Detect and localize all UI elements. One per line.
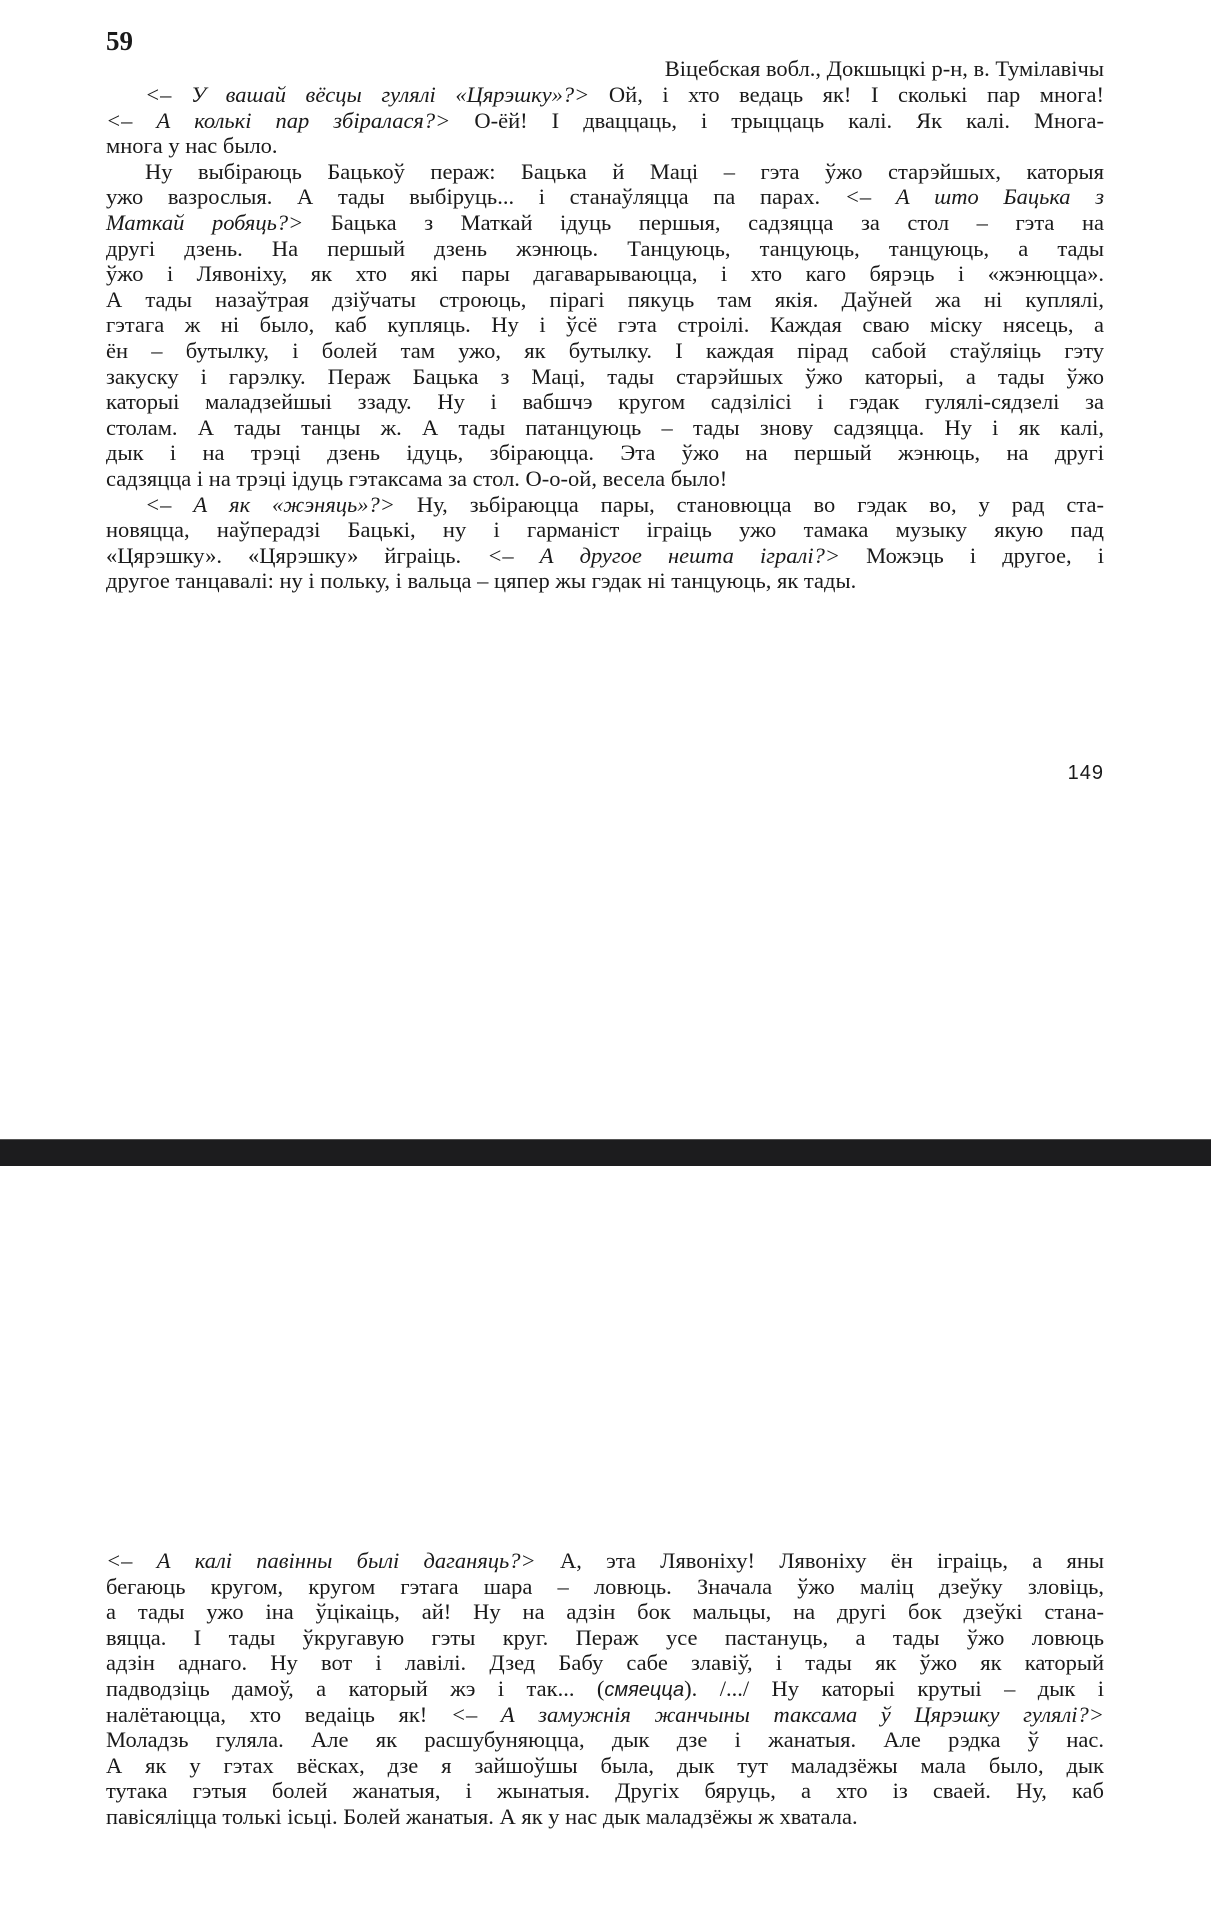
narrative-text: ўжо і Лявоніху, як хто які пары дагаварываюцца, і хто каго бярэць і «жэнюцца». — [106, 261, 1104, 287]
narrative-text: каторыі маладзейшыі ззаду. Ну і вабшчэ кругом садзілісі і гэдак гулялі-сядзелі за — [106, 389, 1104, 415]
text-line — [106, 1574, 1104, 1600]
text-line — [106, 1650, 1104, 1676]
narrative-text: садзяцца і на трэці ідуць гэтаксама за стол. О-о-ой, весела было! — [106, 465, 728, 491]
text-line — [106, 1676, 1104, 1702]
text-line — [106, 1753, 1104, 1779]
narrative-text: налётаюцца, хто ведаіць як! — [106, 1701, 451, 1727]
narrative-text: ). /.../ Ну каторыі крутыі – дык і — [684, 1675, 1105, 1701]
narrative-text: Ну выбіраюць Бацькоў пераж: Бацька й Маці – гэта ўжо старэйшых, каторыя — [145, 158, 1104, 184]
narrative-text: а тады ужо іна ўцікаіць, ай! Ну на адзін бок мальцы, на другі бок дзеўкі стана- — [106, 1599, 1104, 1625]
text-line — [106, 389, 1104, 415]
text-line — [106, 492, 1104, 518]
text-line — [106, 261, 1104, 287]
text-line — [106, 184, 1104, 210]
narrative-text: Бацька з Маткай ідуць першыя, садзяцца за стол – гэта на — [303, 209, 1105, 235]
page-divider — [0, 1139, 1211, 1166]
text-line — [106, 466, 1104, 492]
text-line — [106, 236, 1104, 262]
narrative-text: другі дзень. На першый дзень жэнюць. Танцуюць, танцуюць, танцуюць, а тады — [106, 235, 1104, 261]
text-line — [106, 1625, 1104, 1651]
story-number: 59 — [106, 26, 133, 56]
text-line — [106, 543, 1104, 569]
narrative-text: «Цярэшку». «Цярэшку» йграіць. — [106, 542, 488, 568]
narrative-text: ужо вазрослыя. А тады выбіруць... і станаўляцца па парах. — [106, 184, 845, 210]
interviewer-question: <– А колькі пар збіралася?> — [106, 107, 451, 133]
narrative-text: О-ёй! І дваццаць, і трыццаць калі. Як калі. Многа- — [450, 107, 1105, 133]
text-line — [106, 364, 1104, 390]
bottom-page-text — [106, 1548, 1104, 1830]
narrative-text: А тады назаўтрая дзіўчаты строюць, пірагі пякуць там якія. Даўней жа ні куплялі, — [106, 286, 1104, 312]
text-line — [106, 1599, 1104, 1625]
text-line — [106, 415, 1104, 441]
narrative-text: А, эта Лявоніху! Лявоніху ён іграіць, а яны — [535, 1548, 1104, 1573]
text-line — [106, 108, 1104, 134]
location-heading: Віцебская вобл., Докшыцкі р-н, в. Тумілавічы — [664, 56, 1104, 81]
narrative-text: многа у нас было. — [106, 133, 278, 159]
text-line — [106, 312, 1104, 338]
top-page-text — [106, 82, 1104, 594]
text-line — [106, 159, 1104, 185]
interviewer-question: Маткай робяць?> — [106, 209, 304, 235]
narrative-text: Ой, і хто ведаць як! І сколькі пар многа! — [589, 82, 1104, 107]
text-line — [106, 133, 1104, 159]
text-line — [106, 82, 1104, 108]
narrative-text: тутака гэтыя болей жанатыя, і жынатыя. Другіх бяруць, а хто із сваей. Ну, каб — [106, 1778, 1104, 1804]
narrative-text: павісяліцца толькі ісьці. Болей жанатыя. А як у нас дык маладзёжы ж хватала. — [106, 1803, 858, 1829]
page-number: 149 — [1067, 762, 1104, 784]
interviewer-question: <– А як «жэняць»?> — [145, 491, 395, 517]
narrative-text: новяцца, наўперадзі Бацькі, ну і гарманіст іграіць ужо тамака музыку якую пад — [106, 517, 1104, 543]
interviewer-question: <– У вашай вёсцы гулялі «Цярэшку»?> — [145, 82, 590, 107]
text-line — [106, 440, 1104, 466]
narrative-text: А як у гэтах вёсках, дзе я зайшоўшы была, дык тут маладзёжы мала было, дык — [106, 1752, 1104, 1778]
narrative-text: Можэць і другое, і — [840, 542, 1104, 568]
text-line — [106, 287, 1104, 313]
interviewer-question: <– А што Бацька з — [844, 184, 1104, 210]
narrative-text: ён – бутылку, і болей там ужо, як бутылку. І каждая пірад сабой стаўляіць гэту — [106, 337, 1104, 363]
text-line — [106, 1727, 1104, 1753]
text-line — [106, 1804, 1104, 1830]
narrative-text: вяцца. І тады ўкругавую гэты круг. Пераж усе пастануць, а тады ўжо ловюць — [106, 1624, 1104, 1650]
text-line — [106, 1778, 1104, 1804]
narrative-text: Ну, зьбіраюцца пары, становюцца во гэдак во, у рад ста- — [394, 491, 1104, 517]
narrative-text: гэтага ж ні было, каб купляць. Ну і ўсё гэта строілі. Каждая сваю міску нясець, а — [106, 312, 1104, 338]
narrative-text: бегаюць кругом, кругом гэтага шара – ловюць. Значала ўжо маліц дзеўку зловіць, — [106, 1573, 1104, 1599]
narrative-text: падводзіць дамоў, а каторый жэ і так... ( — [106, 1675, 605, 1701]
text-line — [106, 1548, 1104, 1574]
text-line — [106, 210, 1104, 236]
stage-remark: смяецца — [604, 1678, 685, 1701]
narrative-text: закуску і гарэлку. Пераж Бацька з Маці, тады старэйшых ўжо каторыі, а тады ўжо — [106, 363, 1104, 389]
narrative-text: столам. А тады танцы ж. А тады патанцуюць – тады знову садзяцца. Ну і як калі, — [106, 414, 1104, 440]
narrative-text: адзін аднаго. Ну вот і лавілі. Дзед Бабу сабе злавіў, і тады як ўжо як каторый — [106, 1650, 1104, 1676]
text-line — [106, 517, 1104, 543]
text-line — [106, 1702, 1104, 1728]
narrative-text: другое танцавалі: ну і польку, і вальца – цяпер жы гэдак ні танцуюць, як тады. — [106, 568, 857, 594]
interviewer-question: <– А калі павінны былі даганяць?> — [106, 1548, 536, 1573]
narrative-text: Моладзь гуляла. Але як расшубуняюцца, дык дзе і жанатыя. Але рэдка ў нас. — [106, 1727, 1104, 1753]
text-line — [106, 338, 1104, 364]
interviewer-question: <– А замужнія жанчыны таксама ў Цярэшку гулялі?> — [450, 1701, 1104, 1727]
narrative-text: дык і на трэці дзень ідуць, збіраюцца. Эта ўжо на першый жэнюць, на другі — [106, 440, 1104, 466]
text-line — [106, 568, 1104, 594]
interviewer-question: <– А другое нешта ігралі?> — [487, 542, 841, 568]
